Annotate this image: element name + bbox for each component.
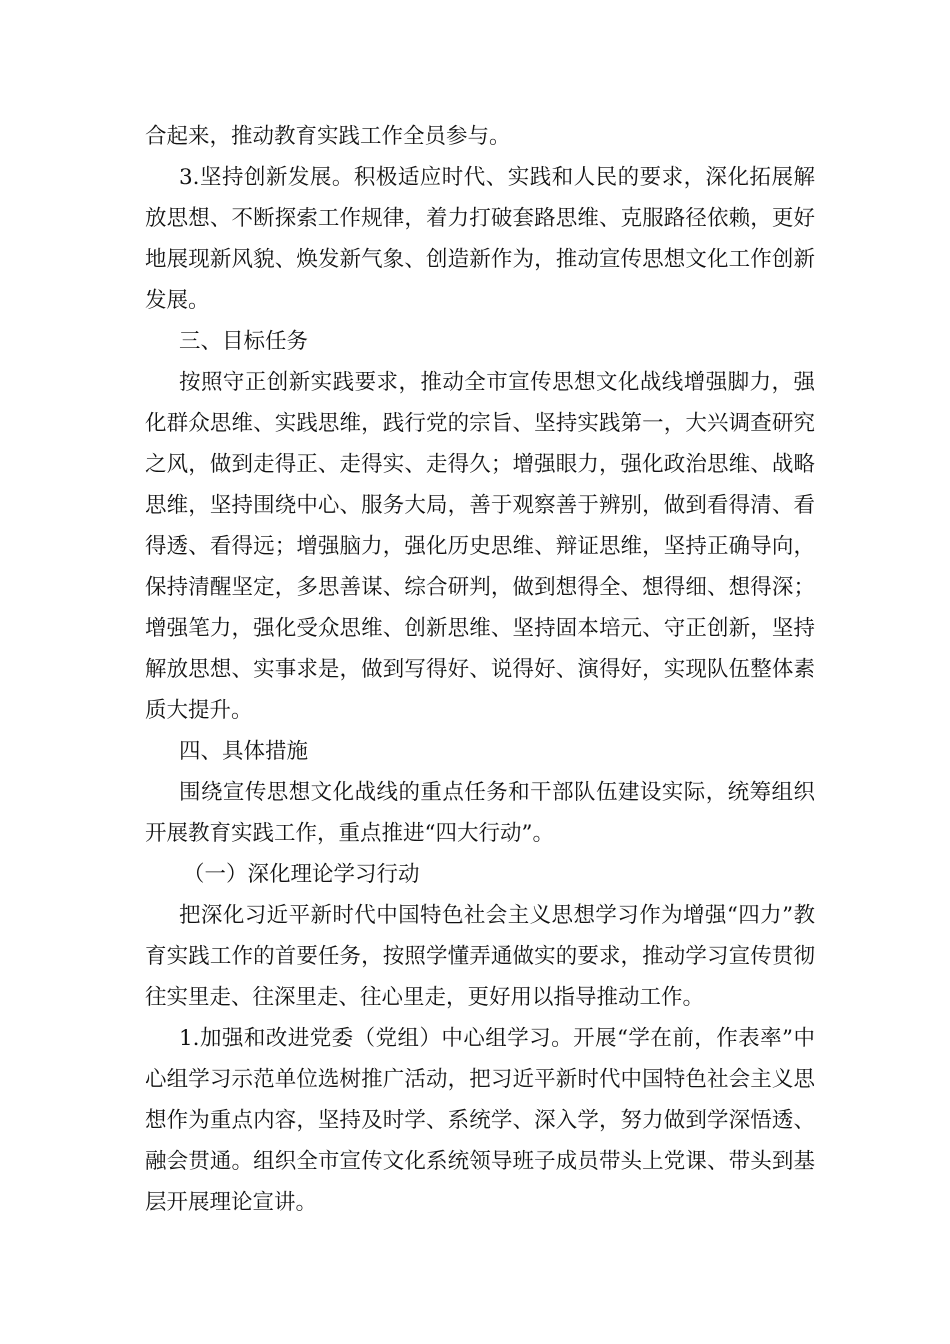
section-heading-measures: 四、具体措施 xyxy=(179,739,309,764)
paragraph-theory-study: 把深化习近平新时代中国特色社会主义思想学习作为增强“四力”教育实践工作的首要任务，按照学懂弄通做实的要求，推动学习宣传贯彻往实里走、往深里走、往心里走，更好用以指导推动工作。 xyxy=(145,903,815,1010)
document-body xyxy=(145,116,815,1223)
paragraph-innovation-development: 3.坚持创新发展。积极适应时代、实践和人民的要求，深化拓展解放思想、不断探索工作规律，着力打破套路思维、克服路径依赖，更好地展现新风貌、焕发新气象、创造新作为，推动宣传思想文化工作创新发展。 xyxy=(145,165,815,313)
section-heading-goals: 三、目标任务 xyxy=(179,329,309,354)
paragraph-measures-intro: 围绕宣传思想文化战线的重点任务和干部队伍建设实际，统筹组织开展教育实践工作，重点推进“四大行动”。 xyxy=(145,780,815,846)
paragraph-central-group-study: 1.加强和改进党委（党组）中心组学习。开展“学在前，作表率”中心组学习示范单位选树推广活动，把习近平新时代中国特色社会主义思想作为重点内容，坚持及时学、系统学、深入学，努力做到学深悟透、融会贯通。组织全市宣传文化系统领导班子成员带头上党课、带头到基层开展理论宣讲。 xyxy=(145,1026,815,1215)
paragraph-continuation: 合起来，推动教育实践工作全员参与。 xyxy=(145,124,511,149)
subsection-heading-theory-study: （一）深化理论学习行动 xyxy=(183,862,420,887)
paragraph-goals: 按照守正创新实践要求，推动全市宣传思想文化战线增强脚力，强化群众思维、实践思维，践行党的宗旨、坚持实践第一，大兴调查研究之风，做到走得正、走得实、走得久；增强眼力，强化政治思维、战略思维，坚持围绕中心、服务大局，善于观察善于辨别，做到看得清、看得透、看得远；增强脑力，强化历史思维、辩证思维，坚持正确导向，保持清醒坚定，多思善谋、综合研判，做到想得全、想得细、想得深；增强笔力，强化受众思维、创新思维、坚持固本培元、守正创新，坚持解放思想、实事求是，做到写得好、说得好、演得好，实现队伍整体素质大提升。 xyxy=(145,370,815,723)
